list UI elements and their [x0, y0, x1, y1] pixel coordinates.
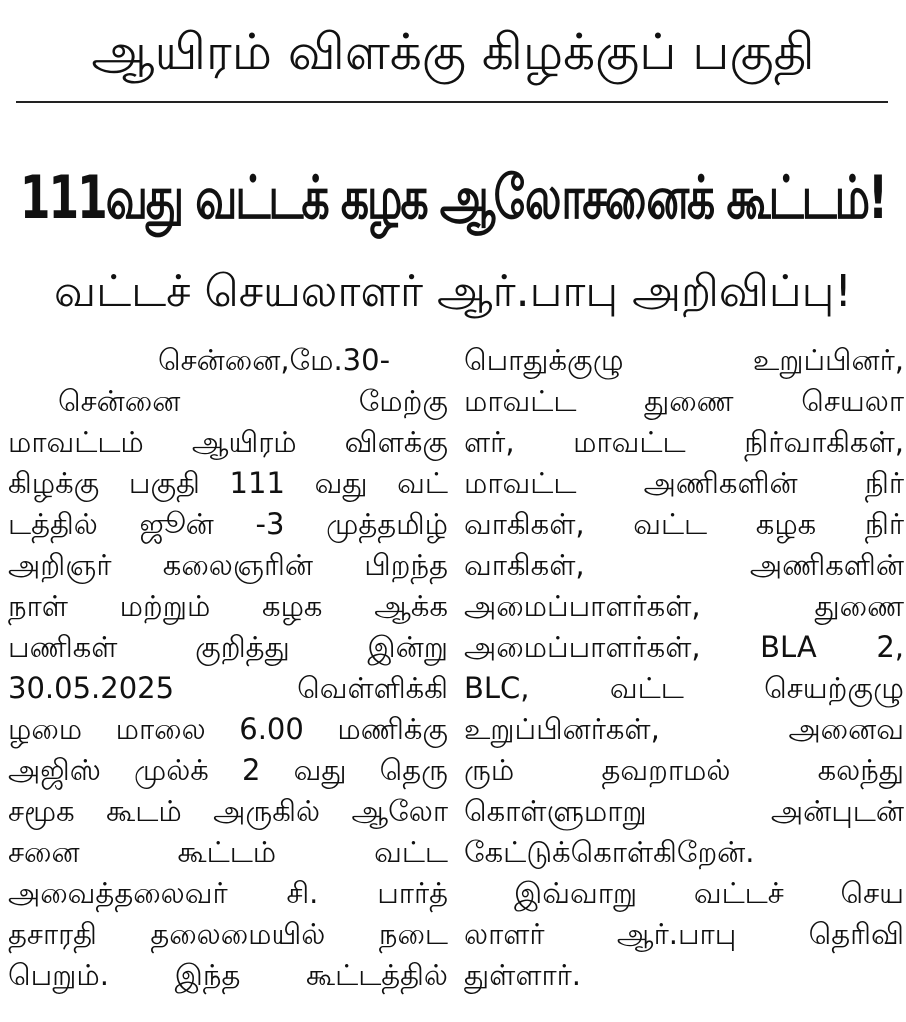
body-line: வாகிகள், வட்ட கழக நிர்	[464, 507, 904, 541]
body-line: பணிகள் குறித்து இன்று	[8, 630, 448, 664]
body-line: மாவட்டம் ஆயிரம் விளக்கு	[8, 425, 448, 459]
body-line: லாளர் ஆர்.பாபு தெரிவி	[464, 917, 904, 951]
body-line: நாள் மற்றும் கழக ஆக்க	[8, 589, 448, 623]
body-line: சென்னை மேற்கு	[58, 384, 448, 418]
body-line: சனை கூட்டம் வட்ட	[8, 835, 448, 869]
body-line: ரும் தவறாமல் கலந்து	[464, 753, 904, 787]
headline: 111வது வட்டக் கழக ஆலோசனைக் கூட்டம்!	[19, 163, 887, 233]
body-line: மாவட்ட அணிகளின் நிர்	[464, 466, 904, 500]
body-line: அமைப்பாளர்கள், BLA 2,	[464, 630, 904, 664]
body-line: கேட்டுக்கொள்கிறேன்.	[464, 835, 755, 869]
left-column	[8, 340, 448, 996]
dateline: சென்னை,மே.30-	[158, 343, 391, 377]
body-line: டத்தில் ஜூன் -3 முத்தமிழ்	[8, 507, 448, 541]
body-line: 30.05.2025 வெள்ளிக்கி	[8, 671, 448, 705]
body-line: ளர், மாவட்ட நிர்வாகிகள்,	[464, 425, 904, 459]
body-line: சமூக கூடம் அருகில் ஆலோ	[8, 794, 448, 828]
body-line: கொள்ளுமாறு அன்புடன்	[464, 794, 904, 828]
subheadline: வட்டச் செயலாளர் ஆர்.பாபு அறிவிப்பு!	[53, 266, 853, 317]
body-line: இவ்வாறு வட்டச் செய	[514, 876, 904, 910]
right-column	[464, 340, 904, 996]
body-line: ழமை மாலை 6.00 மணிக்கு	[8, 712, 448, 746]
kicker-heading: ஆயிரம் விளக்கு கிழக்குப் பகுதி	[91, 23, 815, 81]
body-line: துள்ளார்.	[464, 958, 582, 992]
divider-rule	[16, 101, 888, 103]
body-line: அவைத்தலைவர் சி. பார்த்	[8, 876, 448, 910]
body-line: அமைப்பாளர்கள், துணை	[464, 589, 904, 623]
body-line: மாவட்ட துணை செயலா	[464, 384, 904, 418]
body-line: பொதுக்குழு உறுப்பினர்,	[464, 343, 904, 377]
body-line: உறுப்பினர்கள், அனைவ	[464, 712, 904, 746]
body-line: அஜிஸ் முல்க் 2 வது தெரு	[8, 753, 448, 787]
body-line: கிழக்கு பகுதி 111 வது வட்	[8, 466, 448, 500]
body-line: பெறும். இந்த கூட்டத்தில்	[8, 958, 448, 992]
body-line: BLC, வட்ட செயற்குழு	[464, 671, 904, 705]
body-line: அறிஞர் கலைஞரின் பிறந்த	[8, 548, 448, 582]
body-line: தசாரதி தலைமையில் நடை	[8, 917, 448, 951]
body-line: வாகிகள், அணிகளின்	[464, 548, 904, 582]
